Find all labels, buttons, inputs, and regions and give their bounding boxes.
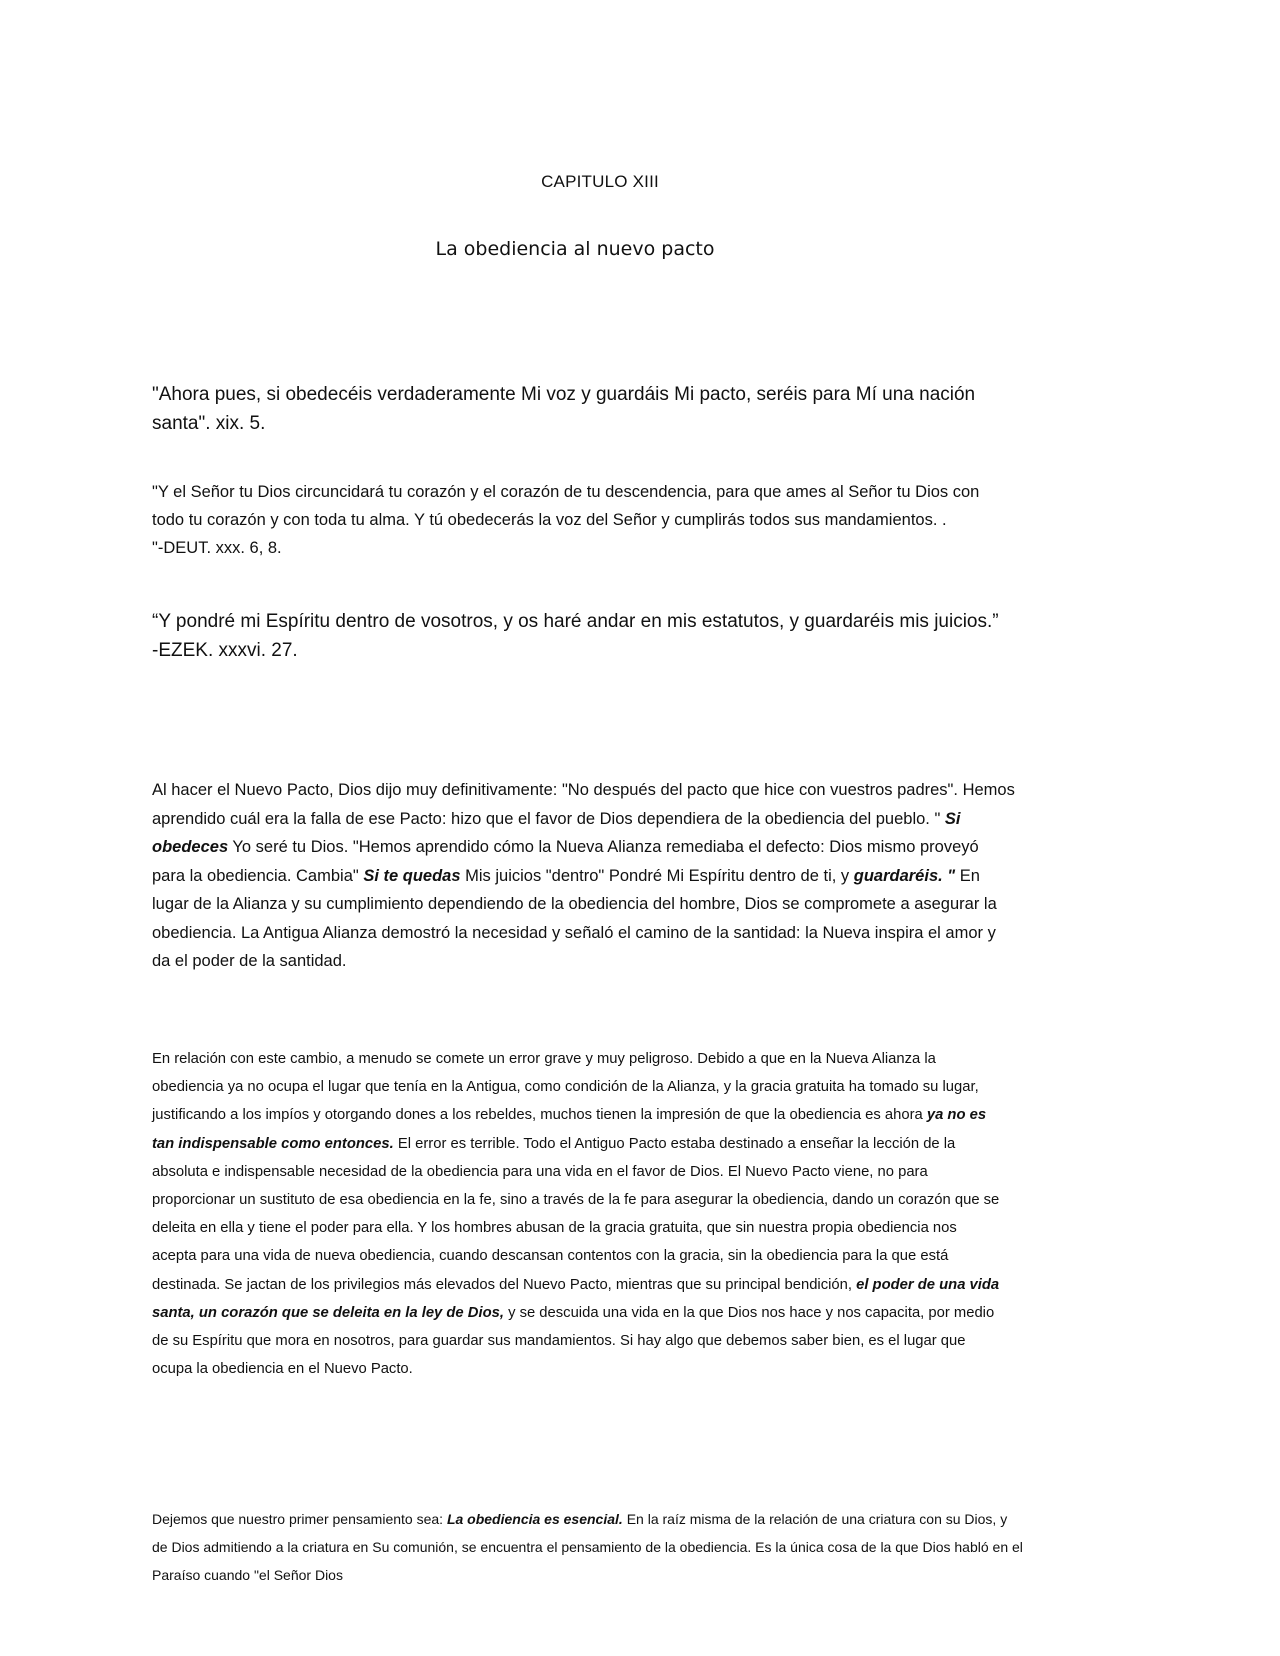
paragraph-line: ocupa la obediencia en el Nuevo Pacto. <box>152 1361 413 1378</box>
paragraph-line: deleita en ella y tiene el poder para ella. Y los hombres abusan de la gracia gratuita, que sin nuestra propia obediencia nos <box>152 1220 957 1237</box>
body-paragraph-2 <box>152 1045 1102 1383</box>
paragraph-line <box>152 833 1104 862</box>
paragraph-line: obediencia ya no ocupa el lugar que tenía en la Antigua, como condición de la Alianza, y la gracia gratuita ha tomado su lugar, <box>152 1079 979 1096</box>
quote-line: santa". xix. 5. <box>152 413 266 434</box>
paragraph-line <box>152 862 1104 891</box>
paragraph-line: acepta para una vida de nueva obediencia, cuando descansan contentos con la gracia, sin la obediencia para la que está <box>152 1248 949 1265</box>
text-run: El error es terrible. Todo el Antiguo Pacto estaba destinado a enseñar la lección de la <box>393 1135 956 1152</box>
chapter-title: La obediencia al nuevo pacto <box>435 238 715 260</box>
body-paragraph-1 <box>152 776 1104 976</box>
emphasis-text: Si te quedas <box>363 866 461 885</box>
quote-line: "Ahora pues, si obedecéis verdaderamente Mi voz y guardáis Mi pacto, seréis para Mí una nación <box>152 384 976 405</box>
text-run: justificando a los impíos y otorgando dones a los rebeldes, muchos tienen la impresión de que la obediencia es ahora <box>152 1107 927 1124</box>
paragraph-line: de su Espíritu que mora en nosotros, para guardar sus mandamientos. Si hay algo que debemos saber bien, es el lugar que <box>152 1333 966 1350</box>
paragraph-line <box>152 1101 1102 1129</box>
text-run: En la raíz misma de la relación de una criatura con su Dios, y <box>622 1511 1008 1527</box>
paragraph-line <box>152 1271 1102 1299</box>
chapter-heading: CAPITULO XIII <box>541 172 659 191</box>
text-run: En <box>955 866 980 885</box>
quote-line: "-DEUT. xxx. 6, 8. <box>152 539 282 557</box>
epigraph-quote-3 <box>152 607 1102 665</box>
text-run: aprendido cuál era la falla de ese Pacto: hizo que el favor de Dios dependiera de la obediencia del pueblo. " <box>152 809 945 828</box>
epigraph-quote-1 <box>152 380 1102 438</box>
emphasis-text: guardaréis. " <box>853 866 956 885</box>
quote-line: "Y el Señor tu Dios circuncidará tu corazón y el corazón de tu descendencia, para que ames al Señor tu Dios con <box>152 483 980 501</box>
text-run: Yo seré tu Dios. "Hemos aprendido cómo la Nueva Alianza remediaba el defecto: Dios mismo proveyó <box>228 838 979 856</box>
emphasis-text: tan indispensable como entonces. <box>152 1135 394 1152</box>
paragraph-line: proporcionar un sustituto de esa obediencia en la fe, sino a través de la fe para asegurar la obediencia, dando un corazón que se <box>152 1192 1000 1209</box>
emphasis-text: el poder de una vida <box>856 1276 1000 1293</box>
paragraph-line <box>152 805 1104 834</box>
emphasis-text: santa, un corazón que se deleita en la ley de Dios, <box>152 1304 504 1321</box>
paragraph-line <box>152 1505 1102 1533</box>
paragraph-line <box>152 1130 1102 1158</box>
paragraph-line: absoluta e indispensable necesidad de la obediencia para una vida en el favor de Dios. El Nuevo Pacto viene, no para <box>152 1163 928 1180</box>
paragraph-line: Al hacer el Nuevo Pacto, Dios dijo muy definitivamente: "No después del pacto que hice con vuestros padres". Hemos <box>152 781 1015 799</box>
paragraph-line <box>152 1299 1102 1327</box>
emphasis-text: Si <box>944 809 961 828</box>
emphasis-text: ya no es <box>926 1107 987 1124</box>
text-run: y se descuida una vida en la que Dios nos hace y nos capacita, por medio <box>503 1304 995 1321</box>
quote-line: todo tu corazón y con toda tu alma. Y tú obedecerás la voz del Señor y cumplirás todos sus mandamientos. . <box>152 511 947 529</box>
quote-line: “Y pondré mi Espíritu dentro de vosotros, y os haré andar en mis estatutos, y guardaréis mis juicios.” <box>152 611 999 632</box>
text-run: destinada. Se jactan de los privilegios más elevados del Nuevo Pacto, mientras que su principal bendición, <box>152 1276 857 1293</box>
emphasis-text: obedeces <box>152 838 229 856</box>
epigraph-quote-2 <box>152 478 1102 562</box>
text-run: para la obediencia. Cambia" <box>152 866 364 885</box>
paragraph-line: lugar de la Alianza y su cumplimiento dependiendo de la obediencia del hombre, Dios se compromete a asegurar la <box>152 895 997 913</box>
quote-line: -EZEK. xxxvi. 27. <box>152 640 298 661</box>
emphasis-text: La obediencia es esencial. <box>446 1511 623 1527</box>
text-run: Dejemos que nuestro primer pensamiento sea: <box>152 1511 447 1527</box>
paragraph-line: En relación con este cambio, a menudo se comete un error grave y muy peligroso. Debido a que en la Nueva Alianza la <box>152 1051 936 1067</box>
paragraph-line: da el poder de la santidad. <box>152 952 347 970</box>
body-paragraph-3 <box>152 1505 1102 1589</box>
paragraph-line: de Dios admitiendo a la criatura en Su comunión, se encuentra el pensamiento de la obediencia. Es la única cosa de la que Dios habló en el <box>152 1539 1023 1555</box>
paragraph-line: Paraíso cuando "el Señor Dios <box>152 1567 343 1583</box>
paragraph-line: obediencia. La Antigua Alianza demostró la necesidad y señaló el camino de la santidad: la Nueva inspira el amor y <box>152 923 996 942</box>
text-run: Mis juicios "dentro" Pondré Mi Espíritu dentro de ti, y <box>460 866 854 885</box>
